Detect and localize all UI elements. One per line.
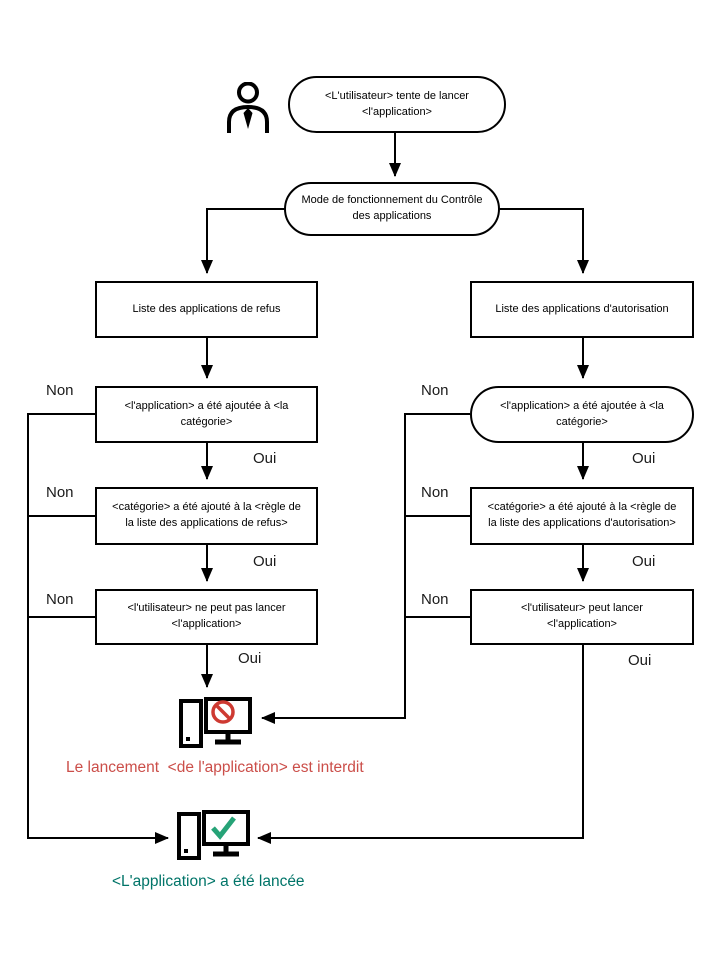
node-allow-user-can-launch [470, 589, 694, 645]
label-non-allow-3: Non [421, 591, 449, 608]
edge-allowuser-oui-to-launched [258, 645, 583, 838]
node-deny-added-to-category-label: <l'application> a été ajoutée à <la catégorie> [124, 399, 289, 428]
node-allow-category-rule-label: <catégorie> a été ajouté à la <règle de la liste des applications d'autorisation> [487, 501, 677, 529]
node-mode [284, 182, 500, 236]
label-oui-deny-2: Oui [253, 553, 277, 570]
node-allow-added-to-category [470, 386, 694, 443]
computer-launched-icon [176, 810, 252, 864]
node-allow-list [470, 281, 694, 338]
node-deny-list-label: Liste des applications de refus [132, 302, 281, 315]
label-oui-deny-1: Oui [253, 450, 277, 467]
label-non-deny-3: Non [46, 591, 74, 608]
node-allow-user-can-launch-label: <l'utilisateur> peut lancer <l'application> [521, 602, 643, 630]
computer-blocked-icon [178, 694, 254, 752]
label-oui-deny-3: Oui [238, 650, 262, 667]
label-oui-allow-1: Oui [632, 450, 656, 467]
node-start [288, 76, 506, 133]
node-deny-category-rule [95, 487, 318, 545]
label-non-allow-2: Non [421, 484, 449, 501]
node-deny-user-cannot-launch-label: <l'utilisateur> ne peut pas lancer <l'application> [127, 602, 286, 630]
edge-right-non-rail-to-blocked [262, 414, 470, 718]
edge-mode-to-allowlist [498, 209, 583, 273]
user-icon [226, 82, 270, 135]
node-deny-category-rule-label: <catégorie> a été ajouté à la <règle de la liste des applications de refus> [112, 501, 301, 529]
node-allow-category-rule [470, 487, 694, 545]
label-non-allow-1: Non [421, 382, 449, 399]
node-deny-added-to-category [95, 386, 318, 443]
label-oui-allow-2: Oui [632, 553, 656, 570]
node-allow-list-label: Liste des applications d'autorisation [495, 302, 669, 315]
node-allow-added-to-category-label: <l'application> a été ajoutée à <la catégorie> [500, 399, 664, 428]
launched-outcome-text: <L'application> a été lancée [112, 873, 305, 890]
edge-mode-to-denylist [207, 209, 286, 273]
label-non-deny-1: Non [46, 382, 74, 399]
node-deny-list [95, 281, 318, 338]
blocked-outcome-text: Le lancement <de l'application> est interdit [66, 759, 364, 776]
node-mode-label: Mode de fonctionnement du Contrôle des applications [301, 194, 483, 222]
label-non-deny-2: Non [46, 484, 74, 501]
node-deny-user-cannot-launch [95, 589, 318, 645]
node-start-label: <L'utilisateur> tente de lancer <l'application> [325, 89, 469, 118]
label-oui-allow-3: Oui [628, 652, 652, 669]
